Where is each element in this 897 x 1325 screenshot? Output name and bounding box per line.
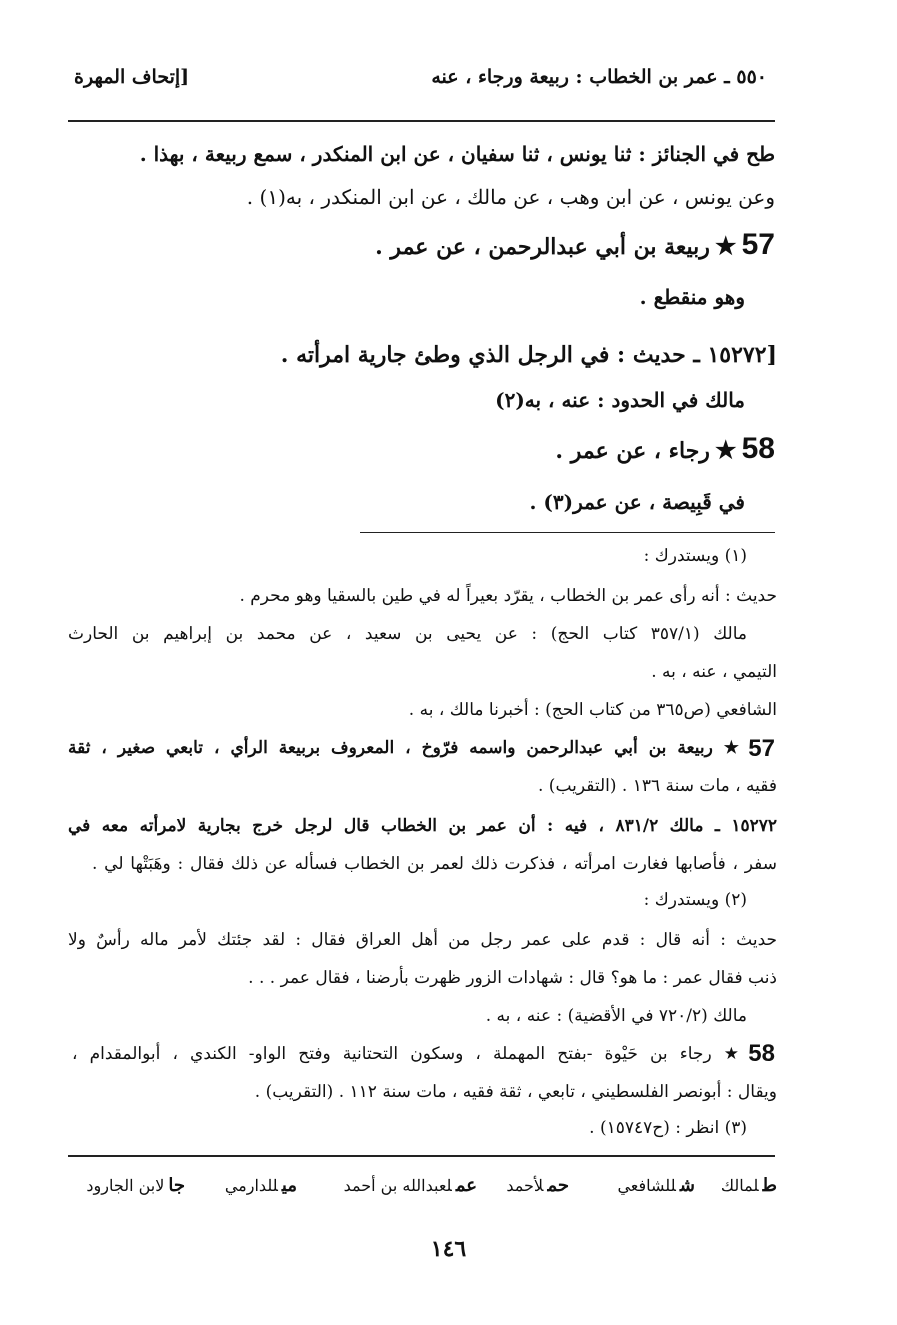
legend-item <box>721 1175 777 1196</box>
main-line-2: وعن يونس ، عن ابن وهب ، عن مالك ، عن ابن المنكدر ، به(١) . <box>246 185 775 209</box>
legend-name: للشافعي <box>617 1176 676 1195</box>
legend-name: لابن الجارود <box>86 1176 165 1195</box>
legend-abbr: ط <box>762 1175 777 1196</box>
entry-58-heading <box>555 432 775 466</box>
legend-name: لمالك <box>720 1176 759 1195</box>
entry-57-note: وهو منقطع . <box>639 285 745 309</box>
footnote-line: الشافعي (ص٣٦٥ من كتاب الحج) : أخبرنا مالك ، به . <box>408 700 777 720</box>
legend-item <box>225 1175 297 1196</box>
footnote-line: حديث : أنه قال : قدم على عمر رجل من أهل العراق فقال : لقد جئتك لأمر ماله رأسٌ ولا <box>68 930 777 950</box>
header-rule <box>68 120 775 122</box>
legend-item <box>506 1175 569 1196</box>
footnote-2-marker: (٢) ويستدرك : <box>643 890 747 910</box>
legend-name: لعبدالله بن أحمد <box>343 1176 452 1195</box>
legend-name: للدارمي <box>224 1176 278 1195</box>
running-head-book: [إتحاف المهرة <box>74 66 190 88</box>
footnote-line: ١٥٢٧٢ ـ مالك ٨٣١/٢ ، فيه : أن عمر بن الخطاب قال لرجل خرج بجارية لامرأته معه في <box>68 816 777 836</box>
footnote-line: سفر ، فأصابها فغارت امرأته ، فذكرت ذلك لعمر بن الخطاب فسأله عن ذلك فقال : وهَبَتْها لي . <box>92 854 777 874</box>
star-icon: ★ <box>715 233 737 260</box>
entry-number: 57 <box>748 735 775 762</box>
footnote-line: ويقال : أبونصر الفلسطيني ، تابعي ، ثقة فقيه ، مات سنة ١١٢ . (التقريب) . <box>254 1082 777 1102</box>
legend-abbr: ش <box>679 1175 695 1196</box>
footnote-1-marker: (١) ويستدرك : <box>643 546 747 566</box>
entry-number: 58 <box>748 1040 775 1067</box>
star-icon: ★ <box>715 437 737 464</box>
hadith-15272-heading: [١٥٢٧٢ ـ حديث : في الرجل الذي وطئ جارية امرأته . <box>280 342 777 368</box>
footnote-entry-57 <box>748 735 775 763</box>
footer-rule <box>68 1155 775 1157</box>
footnote-line: ★ ربيعة بن أبي عبدالرحمن واسمه فرّوخ ، المعروف بربيعة الرأي ، تابعي صغير ، ثقة <box>68 738 739 758</box>
footnote-separator <box>360 532 775 533</box>
legend-item <box>86 1175 185 1196</box>
entry-57-heading <box>375 228 775 262</box>
legend-item <box>617 1175 695 1196</box>
legend-abbr: عم <box>455 1175 477 1196</box>
footnote-entry-58 <box>748 1040 775 1068</box>
footnote-line: ★ رجاء بن حَيْوة -بفتح المهملة ، وسكون التحتانية وفتح الواو- الكندي ، أبوالمقدام ، <box>72 1044 739 1064</box>
page-number: ١٤٦ <box>430 1236 467 1262</box>
footnote-line: فقيه ، مات سنة ١٣٦ . (التقريب) . <box>538 776 777 796</box>
legend-item <box>344 1175 477 1196</box>
running-head-chapter: ٥٥٠ ـ عمر بن الخطاب : ربيعة ورجاء ، عنه <box>431 66 767 88</box>
footnote-line: ذنب فقال عمر : ما هو؟ قال : شهادات الزور ظهرت بأرضنا ، فقال عمر . . . <box>248 968 777 988</box>
footnote-line: مالك (٣٥٧/١ كتاب الحج) : عن يحيى بن سعيد ، عن محمد بن إبراهيم بن الحارث <box>68 624 747 644</box>
footnote-line: حديث : أنه رأى عمر بن الخطاب ، يقرّد بعيراً له في طين بالسقيا وهو محرم . <box>239 586 777 606</box>
footnote-3-marker: (٣) انظر : (ح١٥٧٤٧) . <box>589 1118 747 1138</box>
entry-number: 57 <box>741 228 775 261</box>
main-line-1: طح في الجنائز : ثنا يونس ، ثنا سفيان ، عن ابن المنكدر ، سمع ربيعة ، بهذا . <box>139 142 775 166</box>
legend-abbr: جا <box>168 1175 185 1196</box>
malik-reference: مالك في الحدود : عنه ، به(٢) <box>495 388 745 412</box>
legend-name: لأحمد <box>506 1176 544 1195</box>
entry-title: رجاء ، عن عمر . <box>555 438 710 464</box>
legend-abbr: مي <box>281 1175 297 1196</box>
entry-title: ربيعة بن أبي عبدالرحمن ، عن عمر . <box>375 234 710 260</box>
footnote-line: التيمي ، عنه ، به . <box>651 662 777 682</box>
footnote-line: مالك (٧٢٠/٢ في الأقضية) : عنه ، به . <box>485 1006 747 1026</box>
entry-number: 58 <box>741 432 775 465</box>
legend-abbr: حم <box>547 1175 569 1196</box>
qabisa-reference: في قَبِيصة ، عن عمر(٣) . <box>529 490 745 514</box>
